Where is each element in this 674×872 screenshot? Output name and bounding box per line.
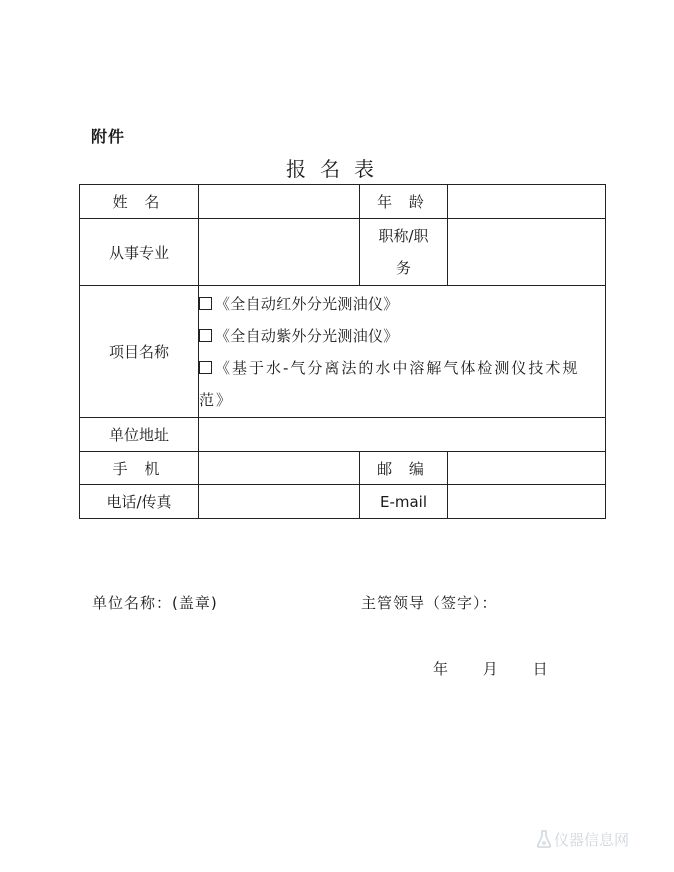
row-phone-email <box>80 485 606 519</box>
project-option-3[interactable] <box>199 352 605 416</box>
name-label: 姓 名 <box>80 185 199 219</box>
specialty-field[interactable] <box>199 219 360 286</box>
mobile-field[interactable] <box>199 452 360 485</box>
postcode-field[interactable] <box>448 452 606 485</box>
org-address-field[interactable] <box>199 418 606 452</box>
project-option-1[interactable] <box>199 288 605 320</box>
date-year: 年 <box>433 660 449 678</box>
row-project <box>80 286 606 418</box>
position-label-line2: 务 <box>395 259 411 277</box>
project-option-3-text: 《基于水-气分离法的水中溶解气体检测仪技术规范》 <box>199 358 580 409</box>
position-label-line1: 职称/职 <box>378 227 429 245</box>
date-month: 月 <box>482 660 498 678</box>
email-field[interactable] <box>448 485 606 519</box>
project-label: 项目名称 <box>80 286 199 418</box>
org-address-label: 单位地址 <box>80 418 199 452</box>
project-option-1-text: 《全自动红外分光测油仪》 <box>215 294 399 313</box>
row-name-age <box>80 185 606 219</box>
age-field[interactable] <box>448 185 606 219</box>
position-label <box>360 219 448 286</box>
registration-table <box>79 184 606 519</box>
postcode-label: 邮 编 <box>360 452 448 485</box>
project-option-2[interactable] <box>199 320 605 352</box>
attachment-label: 附件 <box>91 127 126 146</box>
phone-fax-field[interactable] <box>199 485 360 519</box>
checkbox-icon[interactable] <box>199 329 212 342</box>
project-option-2-text: 《全自动紫外分光测油仪》 <box>215 326 399 345</box>
row-address <box>80 418 606 452</box>
project-options <box>199 286 606 418</box>
flask-logo-icon <box>536 830 552 848</box>
checkbox-icon[interactable] <box>199 361 212 374</box>
specialty-label: 从事专业 <box>80 219 199 286</box>
leader-signature-label: 主管领导（签字）： <box>361 594 498 612</box>
row-mobile-postcode <box>80 452 606 485</box>
mobile-label: 手 机 <box>80 452 199 485</box>
watermark-text: 仪器信息网 <box>554 831 630 849</box>
watermark <box>536 829 629 850</box>
org-name-seal-label: 单位名称：(盖章) <box>92 594 218 612</box>
phone-fax-label: 电话/传真 <box>80 485 199 519</box>
position-field[interactable] <box>448 219 606 286</box>
checkbox-icon[interactable] <box>199 297 212 310</box>
row-specialty-position <box>80 219 606 286</box>
form-title: 报名表 <box>286 157 388 181</box>
email-label: E-mail <box>360 485 448 519</box>
date-line <box>433 658 578 679</box>
age-label: 年 龄 <box>360 185 448 219</box>
name-field[interactable] <box>199 185 360 219</box>
date-day: 日 <box>532 660 548 678</box>
